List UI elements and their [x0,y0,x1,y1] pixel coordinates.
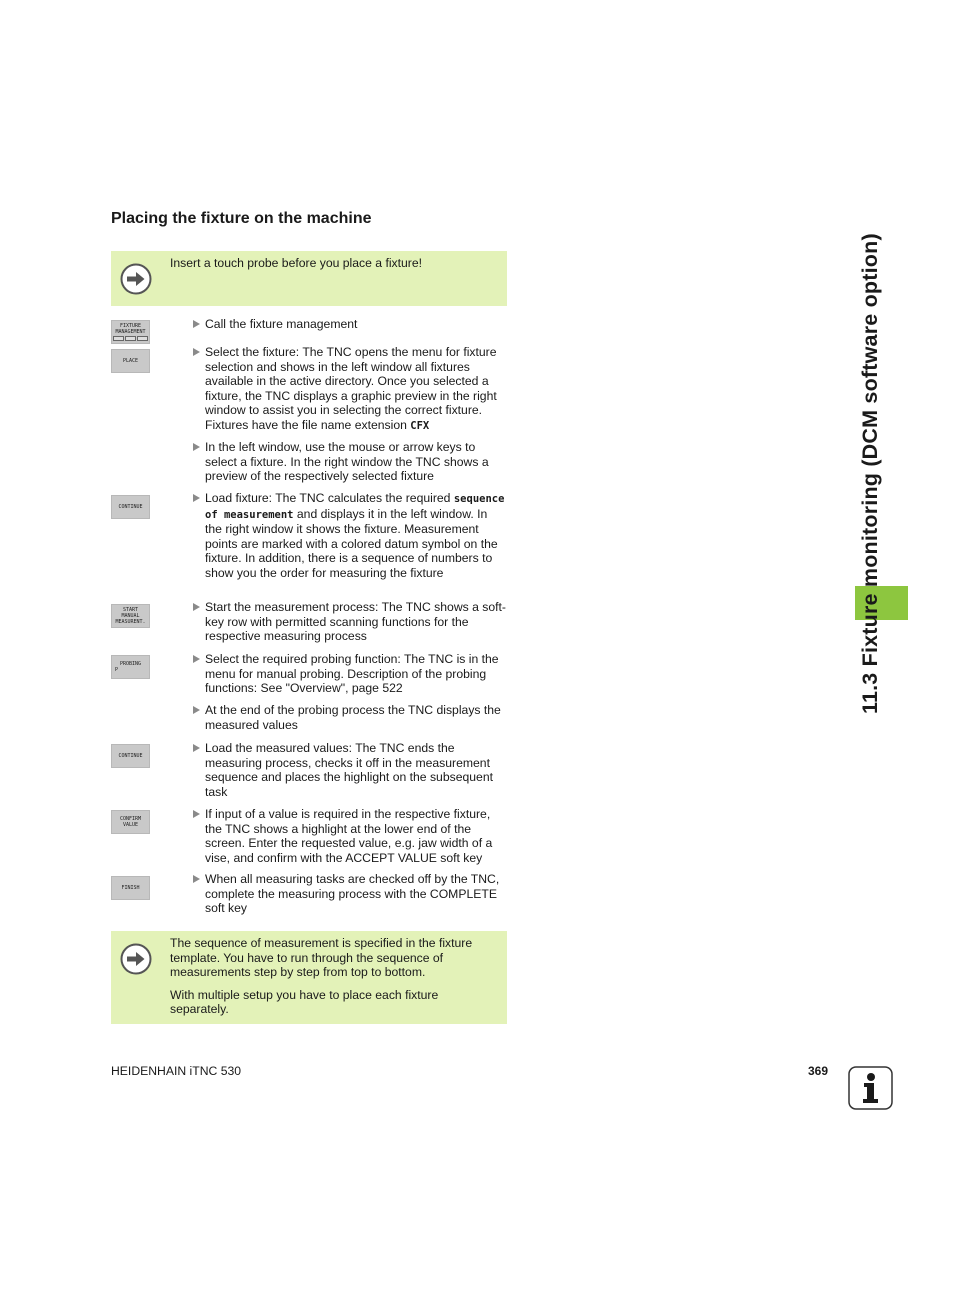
softkey-label: FIXTURE [119,323,142,329]
note-bottom-paragraph-1: The sequence of measurement is specified in the fixture template. You have to run through the sequence of measurements step by step from top to bottom. [170,936,473,979]
page-number: 369 [808,1064,829,1078]
step-complete [192,872,506,916]
step-text: When all measuring tasks are checked off by the TNC, complete the measuring process with the COMPLETE soft key [205,872,500,915]
step-text: If input of a value is required in the respective fixture, the TNC shows a highlight at the lower end of the screen. Enter the requested value, e.g. jaw width of a vise, and confirm with the ACCEPT VALUE soft key [205,807,493,865]
step-select-probing [192,652,506,696]
step-text: Load the measured values: The TNC ends the measuring process, checks it off in the measurement sequence and places the highlight on the subsequent task [205,741,493,799]
softkey-label: CONFIRM [119,816,142,822]
step-text: and displays it in the left window. In the right window it shows the fixture. Measurement points are marked with a colored datum symbol on the fixture. In addition, there is a sequence of numbers to show you the order for measuring the fixture [205,506,498,580]
softkey-label: CONTINUE [118,753,143,759]
step-text: In the left window, use the mouse or arrow keys to select a fixture. In the right window the TNC shows a preview of the respectively selected fixture [205,440,489,483]
bullet-triangle-icon [193,744,200,752]
confirm-value-softkey[interactable] [111,810,150,834]
footer-product-name: HEIDENHAIN iTNC 530 [111,1064,242,1078]
note-box-bottom [111,931,507,1024]
bullet-triangle-icon [193,655,200,663]
step-text: Select the required probing function: The TNC is in the menu for manual probing. Description of the probing functions: See "Overview", page 522 [205,652,499,695]
softkey-label: P [115,667,119,673]
step-load-fixture [192,491,506,580]
bullet-triangle-icon [193,443,200,451]
place-softkey[interactable] [111,349,150,373]
step-input-value [192,807,506,865]
continue-softkey[interactable] [111,495,150,519]
bullet-triangle-icon [193,603,200,611]
bullet-triangle-icon [193,348,200,356]
bullet-triangle-icon [193,875,200,883]
step-start-measurement [192,600,506,644]
probing-softkey[interactable] [111,655,150,679]
bullet-triangle-icon [193,810,200,818]
softkey-label: START [122,607,139,613]
softkey-label: PLACE [122,358,139,364]
softkey-label: CONTINUE [118,504,143,510]
softkey-label: MANUAL [121,613,140,619]
softkey-label: MEASURENT. [115,619,146,625]
step-load-measured-values [192,741,506,799]
bullet-triangle-icon [193,494,200,502]
bullet-triangle-icon [193,320,200,328]
chapter-side-title: 11.3 Fixture monitoring (DCM software option) [858,233,882,714]
bullet-triangle-icon [193,706,200,714]
info-icon [848,1066,893,1110]
step-text: Select the fixture: The TNC opens the menu for fixture selection and shows in the left window all fixtures available in the active directory. Once you selected a fixture, the TNC displays a graphic preview in the right window to assist you in selecting the correct fixture. Fixtures have the file name extension [205,345,497,432]
start-manual-measurement-softkey[interactable] [111,604,150,628]
finish-softkey[interactable] [111,876,150,900]
softkey-glyph [113,336,148,341]
continue-softkey[interactable] [111,744,150,768]
note-box-top [111,251,507,306]
arrow-right-icon [120,263,152,295]
softkey-label: MANAGEMENT [115,329,146,335]
step-select-fixture [192,345,506,433]
section-heading: Placing the fixture on the machine [111,210,372,227]
note-top-text: Insert a touch probe before you place a fixture! [170,256,423,270]
step-text: Start the measurement process: The TNC shows a soft-key row with permitted scanning functions for the respective measuring process [205,600,506,643]
softkey-label: PROBING [119,661,142,667]
step-text: Call the fixture management [205,317,358,331]
step-text: Load fixture: The TNC calculates the required [205,491,451,505]
softkey-label: VALUE [122,822,139,828]
arrow-right-icon [120,943,152,975]
note-bottom-paragraph-2: With multiple setup you have to place each fixture separately. [170,987,439,1016]
step-call-fixture-management [192,317,506,332]
sequence-code: sequence of measurement [205,493,505,521]
fixture-management-softkey[interactable] [111,320,150,344]
step-select-in-left-window [192,440,506,484]
step-end-probing [192,703,506,732]
softkey-label: FINISH [121,885,140,891]
step-text: At the end of the probing process the TNC displays the measured values [205,703,501,732]
file-extension-code: CFX [410,419,430,432]
